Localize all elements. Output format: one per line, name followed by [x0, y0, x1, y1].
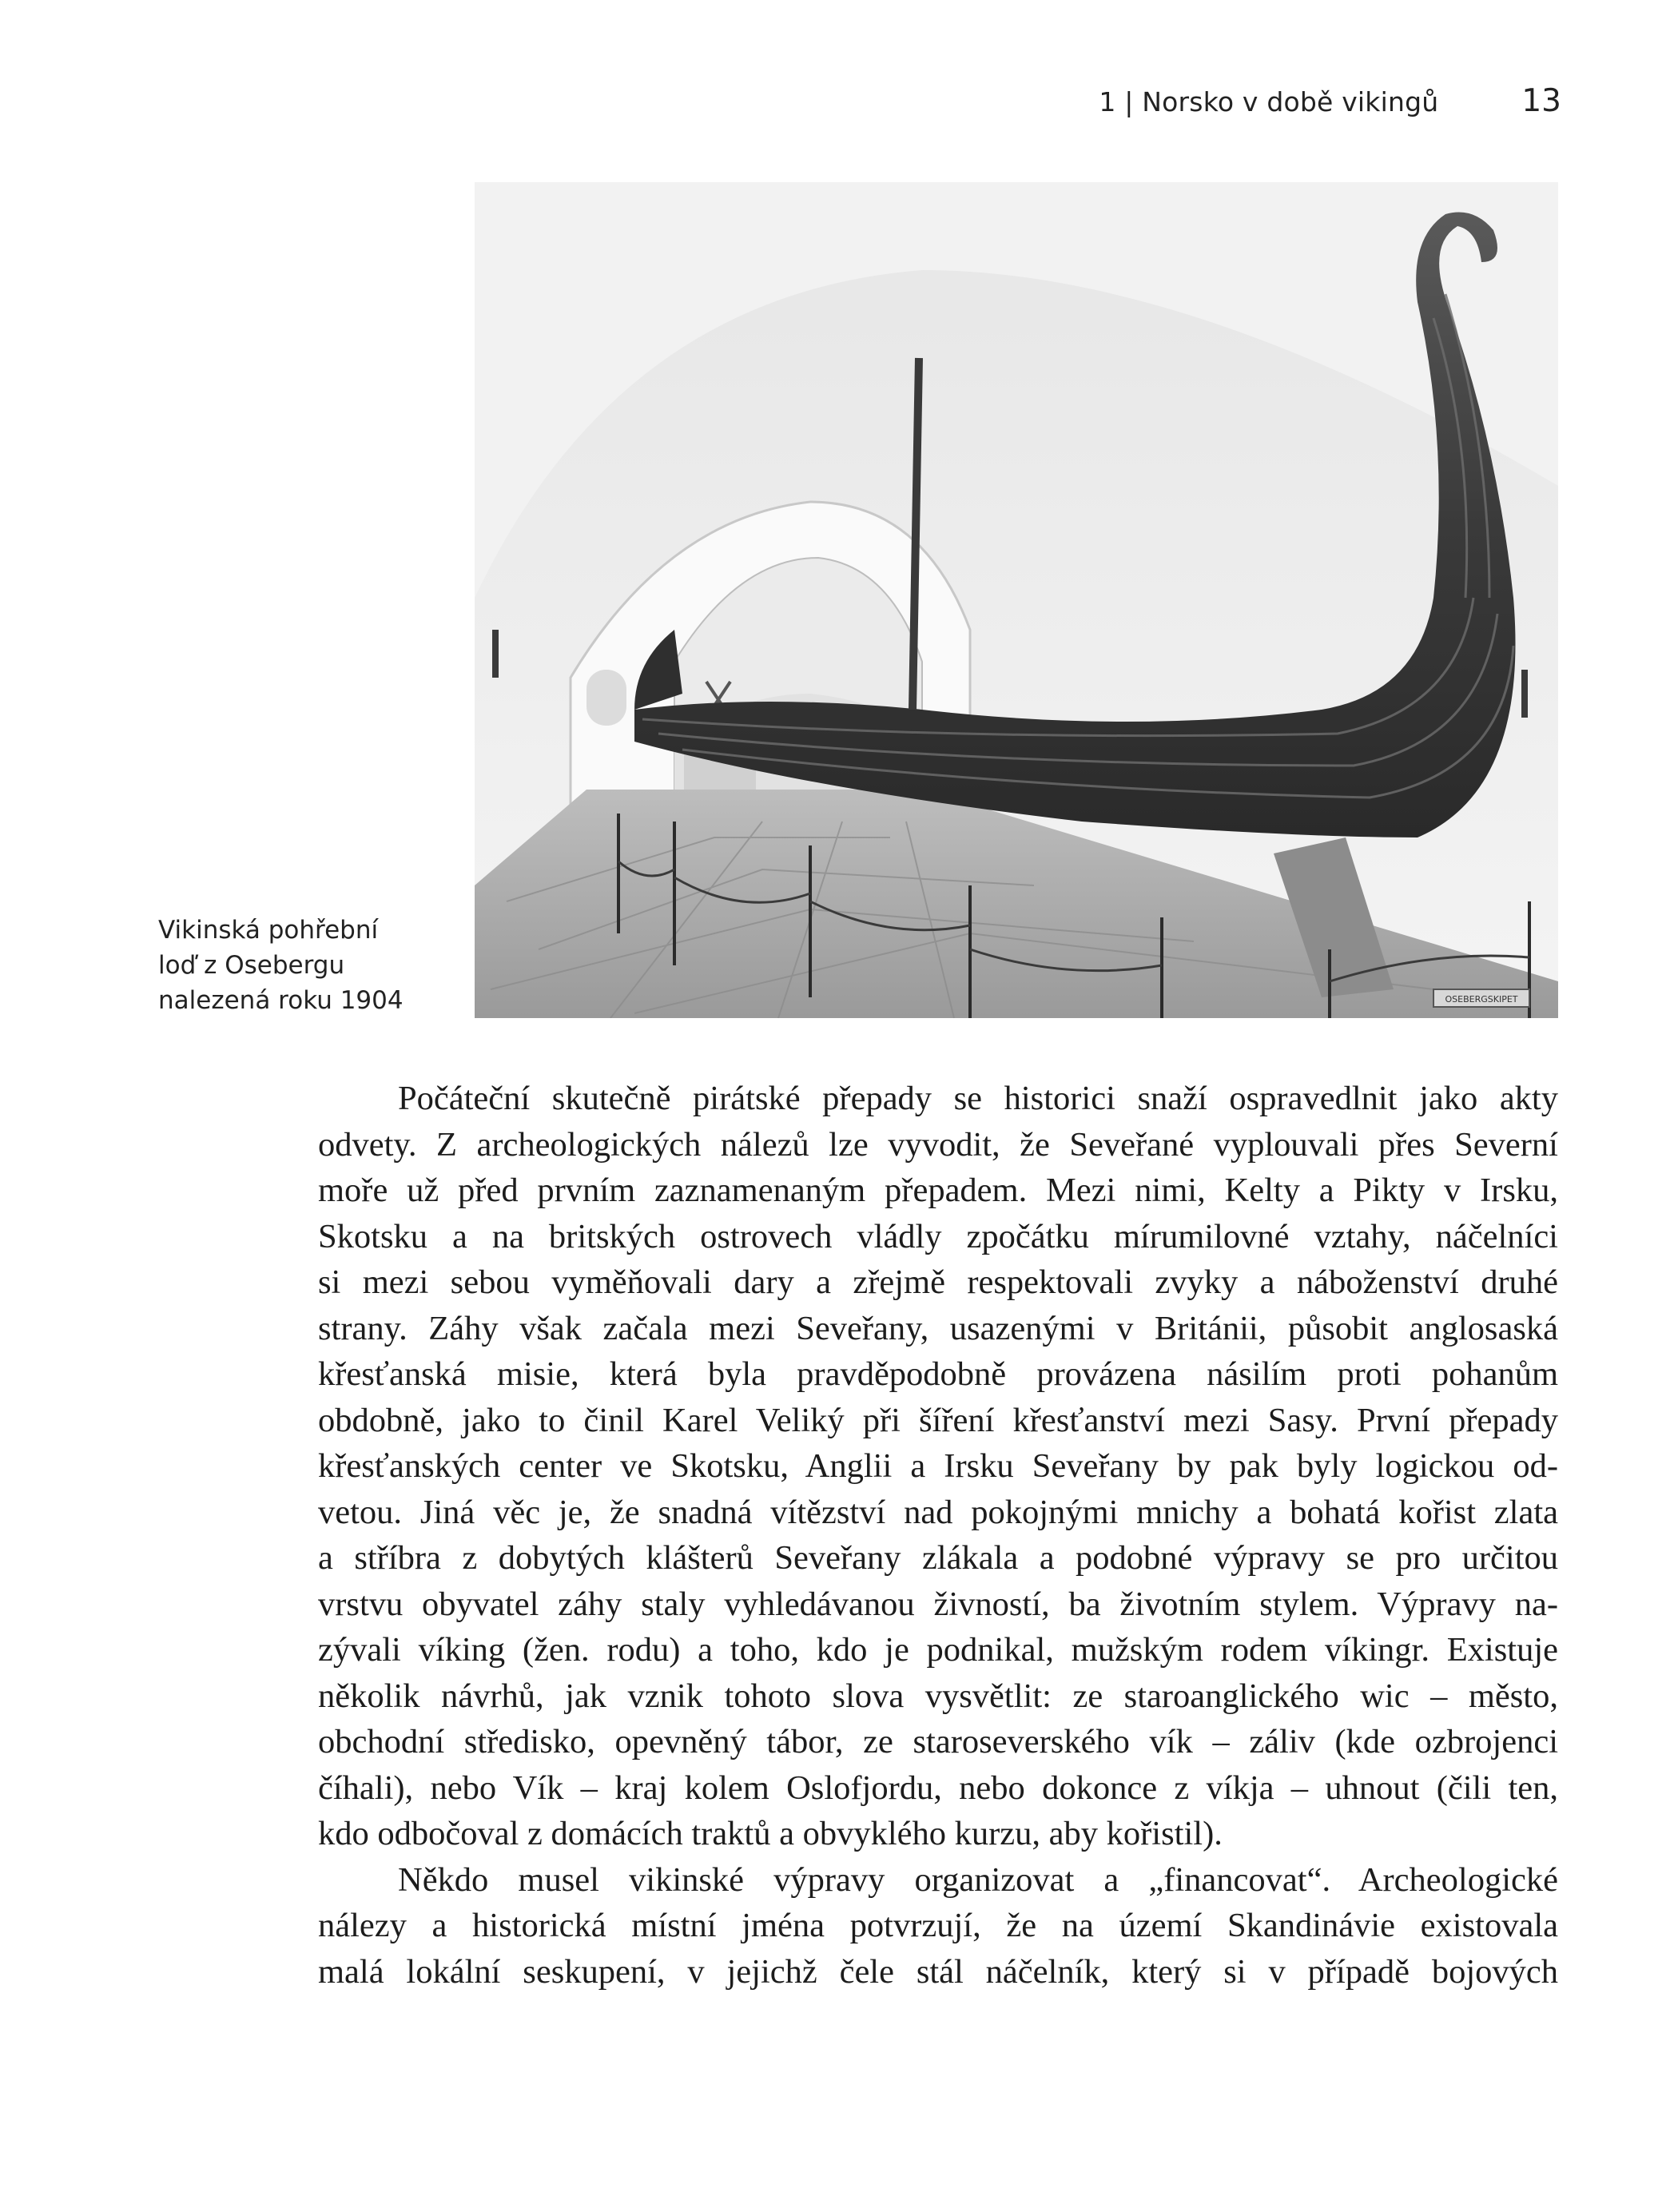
- text-line: Skotsku a na britských ostrovech vládly zpočátku mírumilovné vztahy, náčelníci: [318, 1217, 1558, 1255]
- text-line: vetou. Jiná věc je, že snadná vítězství nad pokojnými mnichy a bohatá kořist zlata: [318, 1493, 1558, 1531]
- text-line: moře už před prvním zaznamenaným přepadem. Mezi nimi, Kelty a Pikty v Irsku,: [318, 1172, 1558, 1209]
- text-line: zývali víking (žen. rodu) a toho, kdo je podnikal, mužským rodem víkingr. Existuje: [318, 1631, 1558, 1669]
- text-line: obdobně, jako to činil Karel Veliký při šíření křesťanství mezi Sasy. První přepady: [318, 1401, 1558, 1439]
- text-line: malá lokální seskupení, v jejichž čele stál náčelník, který si v případě bojových: [318, 1952, 1558, 1991]
- body-text: [318, 1076, 1558, 1995]
- running-header: [1099, 83, 1561, 119]
- viking-ship-image: [475, 182, 1558, 1018]
- paragraph-1: [318, 1076, 1558, 1857]
- caption-line: nalezená roku 1904: [158, 986, 404, 1015]
- text-line: vrstvu obyvatel záhy staly vyhledávanou živností, ba životním stylem. Výpravy na-: [318, 1585, 1558, 1623]
- chapter-title: 1 | Norsko v době vikingů: [1099, 86, 1439, 117]
- text-line: kdo odbočoval z domácích traktů a obvyklého kurzu, aby kořistil).: [318, 1815, 1223, 1852]
- text-line: Někdo musel vikinské výpravy organizovat a „financovat“. Archeologické: [398, 1860, 1558, 1899]
- text-line: křesťanská misie, která byla pravděpodobně provázena násilím proti pohanům: [318, 1355, 1558, 1393]
- caption-line: Vikinská pohřební: [158, 916, 379, 945]
- text-line: číhali), nebo Vík – kraj kolem Oslofjordu, nebo dokonce z víkja – uhnout (čili ten,: [318, 1768, 1558, 1807]
- figure-caption: [158, 913, 446, 1018]
- paragraph-2: [318, 1857, 1558, 1995]
- ship-sign-text: OSEBERGSKIPET: [1445, 994, 1518, 1005]
- text-line: několik návrhů, jak vznik tohoto slova vysvětlit: ze staroanglického wic – město,: [318, 1677, 1558, 1715]
- text-line: obchodní středisko, opevněný tábor, ze staroseverského vík – záliv (kde ozbrojenci: [318, 1723, 1558, 1760]
- text-line: Počáteční skutečně pirátské přepady se historici snaží ospravedlnit jako akty: [398, 1080, 1558, 1117]
- caption-line: loď z Osebergu: [158, 951, 345, 980]
- text-line: si mezi sebou vyměňovali dary a zřejmě respektovali zvyky a náboženství druhé: [318, 1263, 1558, 1301]
- page-number: 13: [1521, 83, 1561, 119]
- ship-photo: [475, 182, 1558, 1018]
- text-line: odvety. Z archeologických nálezů lze vyvodit, že Seveřané vyplouvali přes Severní: [318, 1125, 1558, 1164]
- text-line: nálezy a historická místní jména potvrzují, že na území Skandinávie existovala: [318, 1907, 1558, 1944]
- text-line: křesťanských center ve Skotsku, Anglii a Irsku Seveřany by pak byly logickou od-: [318, 1447, 1558, 1485]
- text-line: a stříbra z dobytých klášterů Seveřany zlákala a podobné výpravy se pro určitou: [318, 1539, 1558, 1577]
- text-line: strany. Záhy však začala mezi Seveřany, usazenými v Británii, působit anglosaská: [318, 1309, 1558, 1347]
